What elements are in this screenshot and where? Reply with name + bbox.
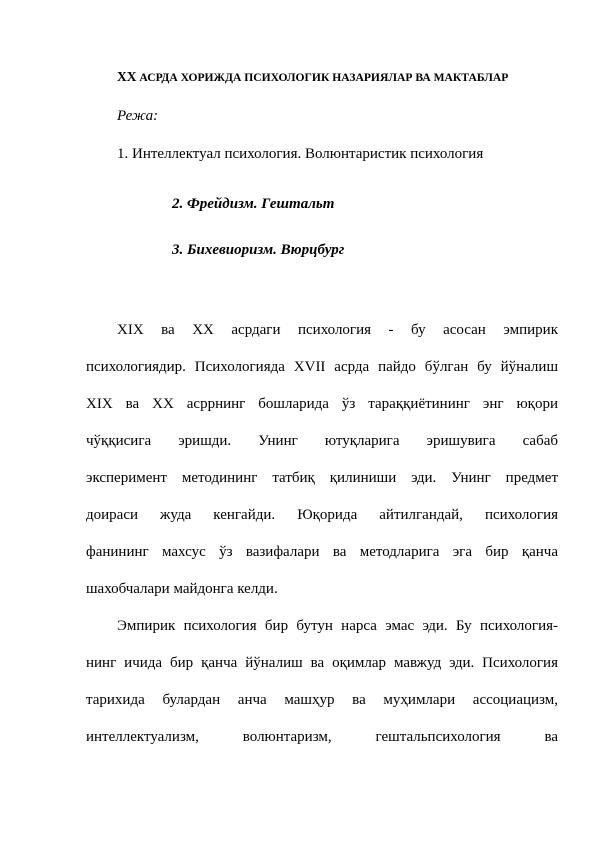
paragraph-1-line-4: чўққисига эришди. Унинг ютуқларига эришувига сабаб xyxy=(86,433,558,449)
paragraph-1-line-2: психологиядир. Психологияда XVII асрда пайдо бўлган бу йўналиш xyxy=(86,359,558,375)
paragraph-2-line-2: нинг ичида бир қанча йўналиш ва оқимлар мавжуд эди. Психология xyxy=(86,655,558,671)
plan-label: Режа: xyxy=(117,108,159,124)
paragraph-2-line-4: интеллектуализм, волюнтаризм, гештальпсихология ва xyxy=(86,729,558,745)
title-text: АСРДА ХОРИЖДА ПСИХОЛОГИК НАЗАРИЯЛАР ВА МАКТАБЛАР xyxy=(136,71,509,84)
paragraph-1-line-1: XIX ва XX асрдаги психология - бу асосан эмпирик xyxy=(117,322,558,338)
paragraph-1-line-7: фанининг махсус ўз вазифалари ва методларига эга бир қанча xyxy=(86,544,558,560)
paragraph-2-line-1: Эмпирик психология бир бутун нарса эмас эди. Бу психология- xyxy=(117,618,558,634)
paragraph-2-line-3: тарихида булардан анча машҳур ва муҳимлари ассоциацизм, xyxy=(86,692,558,708)
plan-item-1: 1. Интеллектуал психология. Волюнтаристик психология xyxy=(117,146,484,162)
paragraph-1-line-5: эксперимент методининг татбиқ қилиниши эди. Унинг предмет xyxy=(86,470,558,486)
plan-item-3: 3. Бихевиоризм. Вюрцбург xyxy=(172,242,345,258)
plan-item-2: 2. Фрейдизм. Гештальт xyxy=(172,196,335,212)
document-title xyxy=(117,69,508,85)
paragraph-1-line-8: шахобчалари майдонга келди. xyxy=(86,581,278,597)
title-century: ХХ xyxy=(117,69,137,84)
paragraph-1-line-6: доираси жуда кенгайди. Юқорида айтилгандай, психология xyxy=(86,507,558,523)
paragraph-1-line-3: XIX ва XX асррнинг бошларида ўз тараққиётининг энг юқори xyxy=(86,396,558,412)
